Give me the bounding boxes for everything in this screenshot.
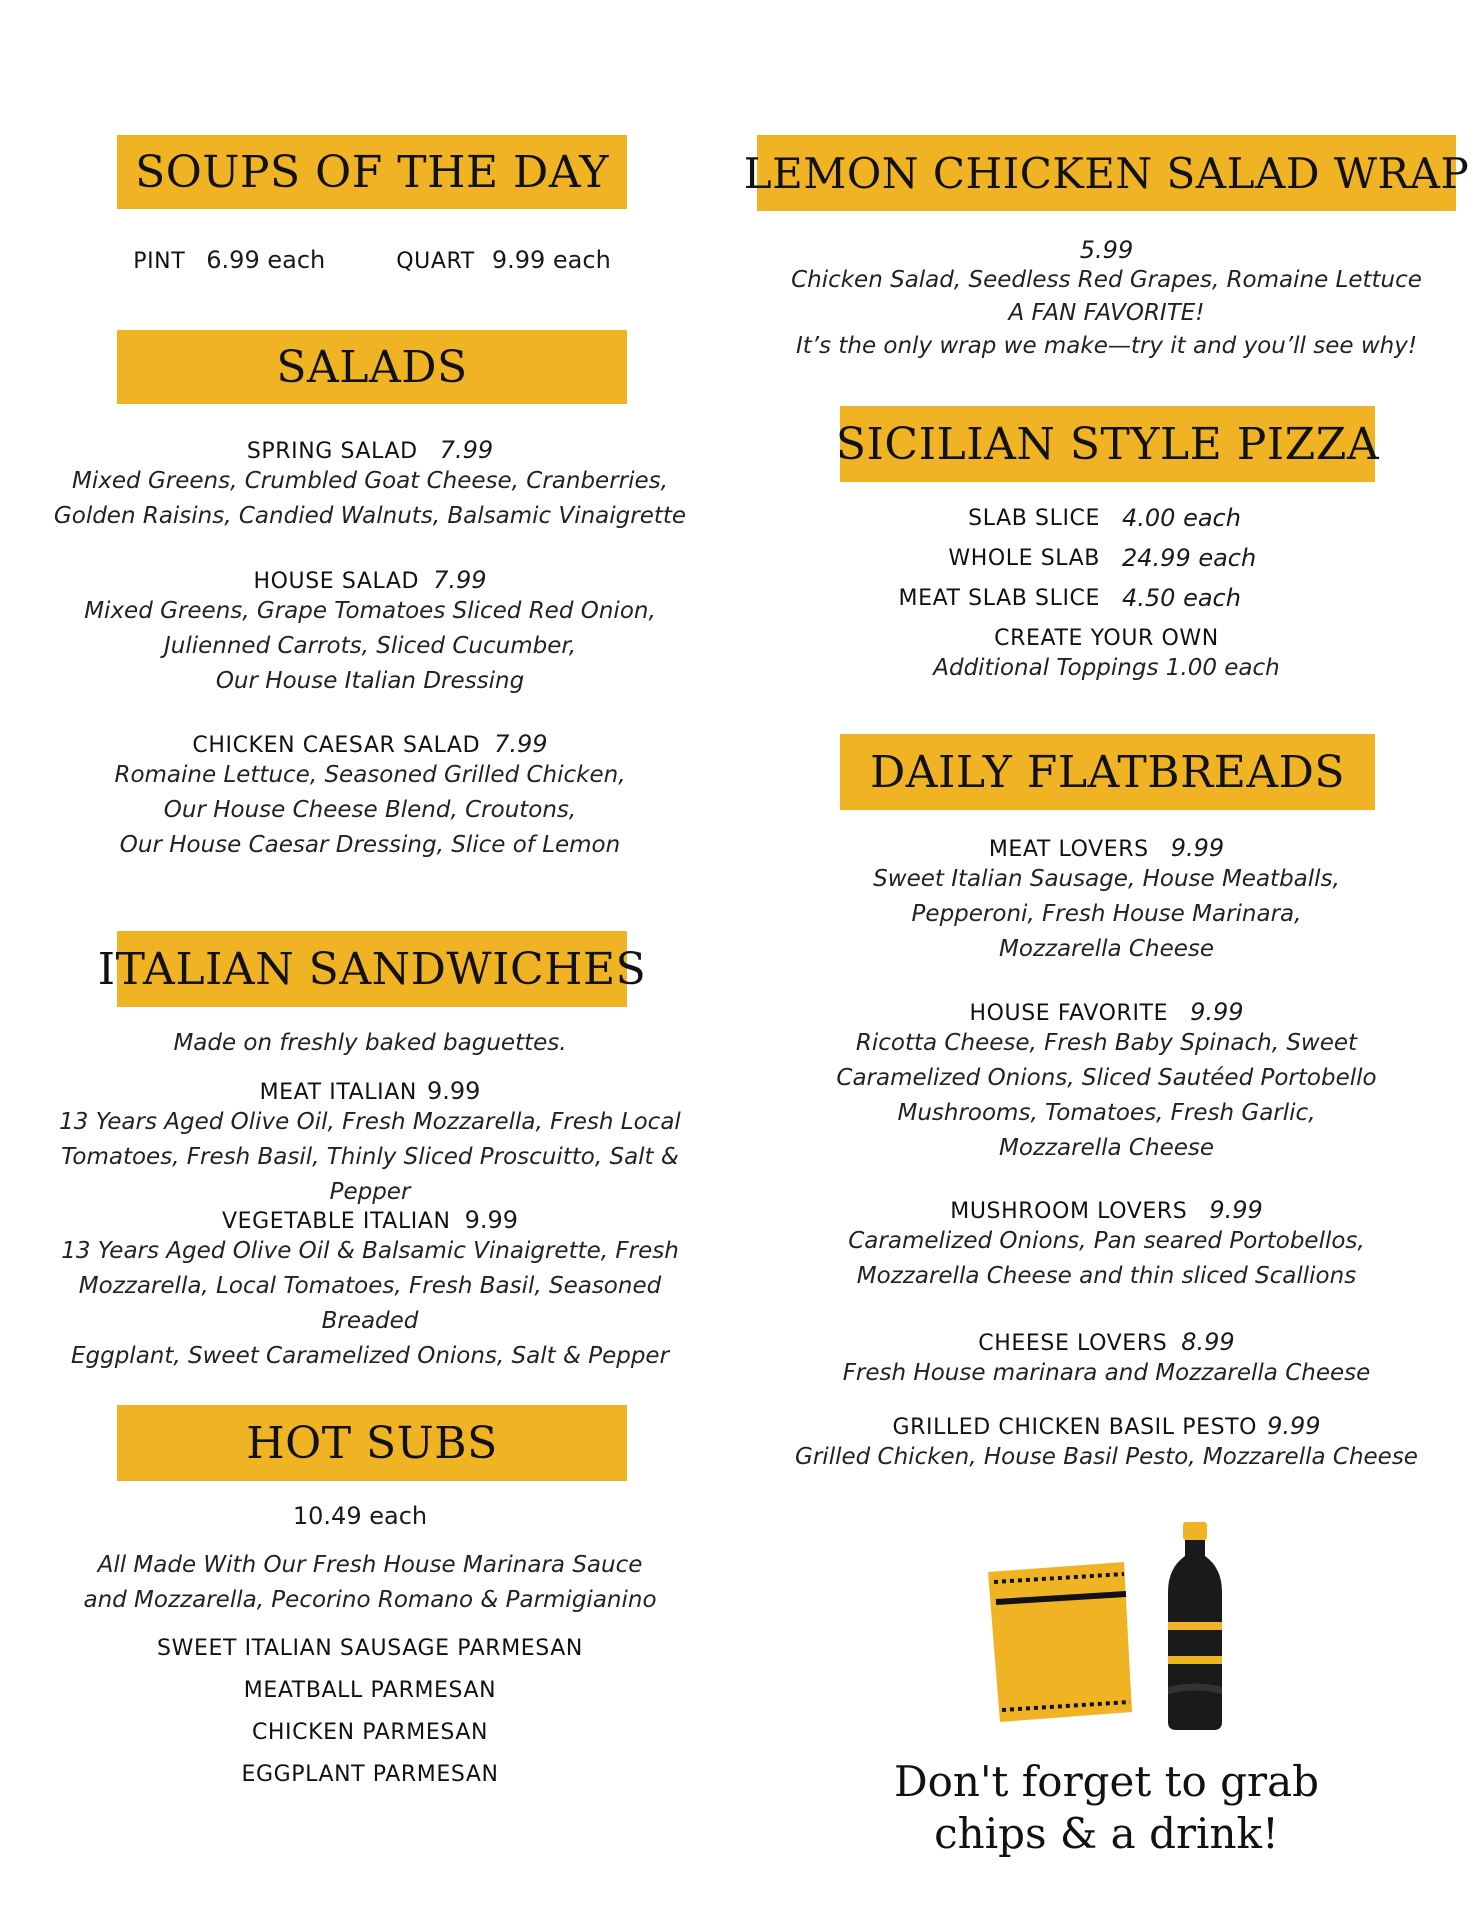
desc-line: Golden Raisins, Candied Walnuts, Balsamic Vinaigrette [53, 503, 687, 529]
item-name: HOUSE FAVORITE [969, 1001, 1169, 1026]
desc-line: Tomatoes, Fresh Basil, Thinly Sliced Proscuitto, Salt & Pepper [61, 1144, 679, 1205]
item-name: CHEESE LOVERS [978, 1331, 1168, 1356]
hot-subs-banner [117, 1405, 627, 1481]
desc-line: Caramelized Onions, Sliced Sautéed Portobello [836, 1065, 1377, 1091]
desc-line: Our House Caesar Dressing, Slice of Lemon [119, 832, 621, 858]
wrap-banner [743, 135, 1470, 211]
desc-line: Ricotta Cheese, Fresh Baby Spinach, Sweet [855, 1030, 1358, 1056]
wrap-details [757, 236, 1456, 363]
sandwiches-title: ITALIAN SANDWICHES [97, 943, 647, 995]
flatbread-item [757, 1328, 1456, 1391]
desc-line: Sweet Italian Sausage, House Meatballs, [873, 866, 1340, 892]
note-line: All Made With Our Fresh House Marinara Sauce [97, 1552, 643, 1578]
desc-line: 13 Years Aged Olive Oil, Fresh Mozzarella, Fresh Local [59, 1109, 681, 1135]
soda-bottle-icon [1160, 1522, 1230, 1736]
item-price: 9.99 [426, 1077, 481, 1105]
promo-text [757, 1756, 1456, 1860]
soups-title: SOUPS OF THE DAY [135, 146, 609, 198]
item-price: 7.99 [439, 436, 494, 464]
desc-line: Our House Italian Dressing [215, 668, 525, 694]
sandwich-item [30, 1077, 710, 1210]
soups-banner [117, 135, 627, 209]
hot-sub-item: EGGPLANT PARMESAN [241, 1762, 499, 1787]
item-price: 9.99 [1267, 1412, 1321, 1440]
pizza-row [840, 578, 1375, 618]
item-price: 7.99 [433, 566, 487, 594]
soups-prices [117, 246, 627, 274]
desc-line: Fresh House marinara and Mozzarella Cheese [842, 1360, 1371, 1386]
flatbreads-title: DAILY FLATBREADS [869, 746, 1346, 798]
flatbread-item [757, 834, 1456, 967]
pizza-banner [835, 406, 1380, 482]
promo-line: chips & a drink! [934, 1809, 1279, 1858]
pizza-item-name: WHOLE SLAB [948, 545, 1100, 571]
note-line: and Mozzarella, Pecorino Romano & Parmigianino [83, 1587, 657, 1613]
pizza-row [840, 498, 1375, 538]
hot-sub-item: CHICKEN PARMESAN [251, 1720, 489, 1745]
item-price: 8.99 [1181, 1328, 1235, 1356]
pizza-item-price: 4.00 each [1122, 504, 1241, 532]
item-name: SPRING SALAD [246, 439, 418, 464]
create-note: Additional Toppings 1.00 each [933, 655, 1280, 681]
item-name: MUSHROOM LOVERS [950, 1199, 1188, 1224]
desc-line: Mushrooms, Tomatoes, Fresh Garlic, [897, 1100, 1316, 1126]
hot-subs-price: 10.49 each [292, 1502, 428, 1530]
flatbread-item [757, 1412, 1456, 1475]
hot-subs-list [40, 1628, 700, 1796]
desc-line: A FAN FAVORITE! [1008, 300, 1205, 326]
desc-line: Grilled Chicken, House Basil Pesto, Mozzarella Cheese [795, 1444, 1418, 1470]
item-name: MEAT LOVERS [988, 837, 1149, 862]
chips-bag-icon [988, 1562, 1138, 1726]
pizza-item-name: SLAB SLICE [968, 505, 1100, 531]
item-name: VEGETABLE ITALIAN [221, 1209, 451, 1234]
quart-label: QUART [396, 249, 475, 274]
quart-price: 9.99 each [491, 246, 611, 274]
pizza-item-price: 24.99 each [1122, 544, 1257, 572]
item-price: 9.99 [1170, 834, 1225, 862]
desc-line: Mixed Greens, Crumbled Goat Cheese, Cranberries, [72, 468, 668, 494]
promo-line: Don't forget to grab [893, 1757, 1320, 1806]
salads-title: SALADS [276, 341, 468, 393]
item-price: 9.99 [1190, 998, 1244, 1026]
pizza-row [840, 538, 1375, 578]
desc-line: Chicken Salad, Seedless Red Grapes, Romaine Lettuce [791, 267, 1422, 293]
hot-sub-item: MEATBALL PARMESAN [243, 1678, 497, 1703]
hot-subs-title: HOT SUBS [246, 1417, 498, 1469]
sandwiches-note: Made on freshly baked baguettes. [173, 1030, 567, 1056]
flatbreads-banner [840, 734, 1375, 810]
flatbread-item [757, 1196, 1456, 1294]
desc-line: Caramelized Onions, Pan seared Portobellos, [848, 1228, 1365, 1254]
create-your-own [757, 626, 1456, 686]
pizza-prices [840, 498, 1375, 618]
desc-line: Mozzarella, Local Tomatoes, Fresh Basil, Seasoned Breaded [78, 1273, 662, 1334]
item-price: 9.99 [464, 1206, 519, 1234]
desc-line: Mozzarella Cheese [998, 1135, 1215, 1161]
pizza-item-price: 4.50 each [1122, 584, 1241, 612]
hot-sub-item: SWEET ITALIAN SAUSAGE PARMESAN [157, 1636, 583, 1661]
desc-line: Mozzarella Cheese [998, 936, 1215, 962]
item-price: 7.99 [494, 730, 548, 758]
desc-line: It’s the only wrap we make—try it and you’ll see why! [795, 333, 1418, 359]
pizza-title: SICILIAN STYLE PIZZA [835, 418, 1380, 470]
pizza-item-name: MEAT SLAB SLICE [898, 585, 1100, 611]
sandwich-item [30, 1206, 710, 1374]
desc-line: Mixed Greens, Grape Tomatoes Sliced Red Onion, [84, 598, 656, 624]
sandwiches-banner [97, 931, 647, 1007]
desc-line: Mozzarella Cheese and thin sliced Scallions [856, 1263, 1357, 1289]
desc-line: Pepperoni, Fresh House Marinara, [911, 901, 1302, 927]
item-name: GRILLED CHICKEN BASIL PESTO [892, 1415, 1258, 1440]
item-price: 9.99 [1209, 1196, 1263, 1224]
item-name: MEAT ITALIAN [259, 1080, 417, 1105]
salads-banner [117, 330, 627, 404]
hot-subs-note [40, 1548, 700, 1618]
wrap-title: LEMON CHICKEN SALAD WRAP [743, 148, 1470, 198]
pint-label: PINT [133, 249, 186, 274]
desc-line: Our House Cheese Blend, Croutons, [163, 797, 577, 823]
salad-item [40, 566, 700, 699]
flatbread-item [757, 998, 1456, 1166]
pint-price: 6.99 each [206, 246, 326, 274]
item-name: HOUSE SALAD [253, 569, 420, 594]
item-name: CHICKEN CAESAR SALAD [192, 733, 481, 758]
desc-line: Julienned Carrots, Sliced Cucumber, [163, 633, 577, 659]
desc-line: Romaine Lettuce, Seasoned Grilled Chicken, [114, 762, 626, 788]
salad-item [40, 730, 700, 863]
create-label: CREATE YOUR OWN [994, 626, 1219, 651]
desc-line: 13 Years Aged Olive Oil & Balsamic Vinaigrette, Fresh [61, 1238, 679, 1264]
salad-item [40, 436, 700, 534]
wrap-price: 5.99 [1079, 236, 1134, 264]
desc-line: Eggplant, Sweet Caramelized Onions, Salt & Pepper [70, 1343, 670, 1369]
